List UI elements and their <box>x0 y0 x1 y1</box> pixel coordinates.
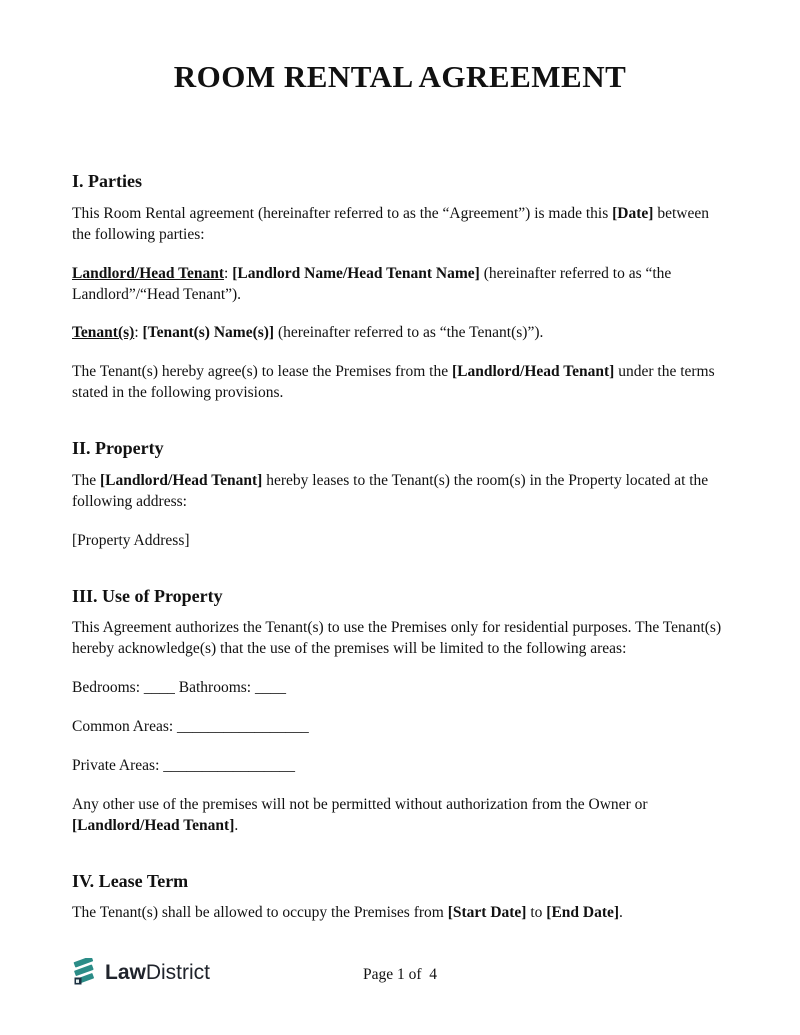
paragraph-use-intro <box>72 618 728 660</box>
text-segment: Tenant(s) <box>72 324 135 342</box>
paragraph-agreement-intro <box>72 204 728 246</box>
text-segment: Private Areas: _________________ <box>72 756 296 774</box>
paragraph-property-lease <box>72 471 728 513</box>
text-segment: between the following parties: <box>72 204 709 243</box>
section-heading-use-of-property: III. Use of Property <box>72 585 223 606</box>
document-title: ROOM RENTAL AGREEMENT <box>173 59 627 94</box>
text-segment: [Landlord/Head Tenant] <box>72 816 235 834</box>
text-segment: [Landlord/Head Tenant] <box>99 471 263 489</box>
paragraph-tenants <box>72 323 728 344</box>
text-segment: [Tenant(s) Name(s)] <box>142 324 275 342</box>
line-bedrooms-bathrooms <box>72 678 728 699</box>
text-segment: (hereinafter referred to as “the Landlord”/“Head Tenant”). <box>72 264 672 303</box>
section-heading-lease-term: IV. Lease Term <box>72 870 189 891</box>
section-heading-parties: I. Parties <box>72 171 142 192</box>
text-segment: to <box>526 904 547 922</box>
paragraph-landlord-head-tenant <box>72 264 728 306</box>
text-segment: Landlord/Head Tenant <box>72 264 225 282</box>
page-number: Page 1 of 4 <box>362 966 438 983</box>
paragraph-lease-term <box>72 903 728 924</box>
line-common-areas <box>72 717 728 738</box>
text-segment: . <box>619 904 623 922</box>
section-parties <box>72 171 728 404</box>
section-use-of-property <box>72 586 728 837</box>
section-heading-property: II. Property <box>72 438 164 459</box>
text-segment: : <box>134 324 143 342</box>
text-segment: The <box>72 471 100 489</box>
text-segment: hereby leases to the Tenant(s) the room(s) in the Property located at the following address: <box>72 471 709 510</box>
text-segment: under the terms stated in the following provisions. <box>72 363 715 402</box>
text-segment: . <box>234 816 239 834</box>
paragraph-lease-agreement <box>72 362 728 404</box>
logo-word-district: District <box>145 960 211 984</box>
text-segment: The Tenant(s) shall be allowed to occupy the Premises from <box>72 904 448 922</box>
paragraph-property-address <box>72 531 728 552</box>
text-segment: This Agreement authorizes the Tenant(s) to use the Premises only for residential purposes. The Tenant(s) hereby acknowledge(s) that the use of the premises will be limited to the following areas: <box>72 619 722 658</box>
text-segment: [Landlord Name/Head Tenant Name] <box>232 264 480 282</box>
text-segment: Bedrooms: ____ Bathrooms: ____ <box>72 679 286 697</box>
text-segment: This Room Rental agreement (hereinafter referred to as the “Agreement”) is made this <box>72 204 613 222</box>
logo-word-law: Law <box>105 960 146 984</box>
text-segment: Any other use of the premises will not be permitted without authorization from the Owner or <box>72 795 648 813</box>
text-segment: [Landlord/Head Tenant] <box>451 363 615 381</box>
text-segment: (hereinafter referred to as “the Tenant(s)”). <box>274 324 544 342</box>
section-lease-term <box>72 871 728 925</box>
text-segment: The Tenant(s) hereby agree(s) to lease the Premises from the <box>72 363 452 381</box>
text-segment: [Start Date] <box>447 904 527 922</box>
text-segment: [End Date] <box>546 904 620 922</box>
section-property <box>72 438 728 551</box>
paragraph-other-use <box>72 795 728 837</box>
text-segment: Common Areas: _________________ <box>72 717 309 735</box>
text-segment: : <box>224 264 233 282</box>
footer <box>72 957 728 993</box>
text-segment: [Date] <box>612 204 654 222</box>
line-private-areas <box>72 756 728 777</box>
text-segment: [Property Address] <box>72 531 190 549</box>
